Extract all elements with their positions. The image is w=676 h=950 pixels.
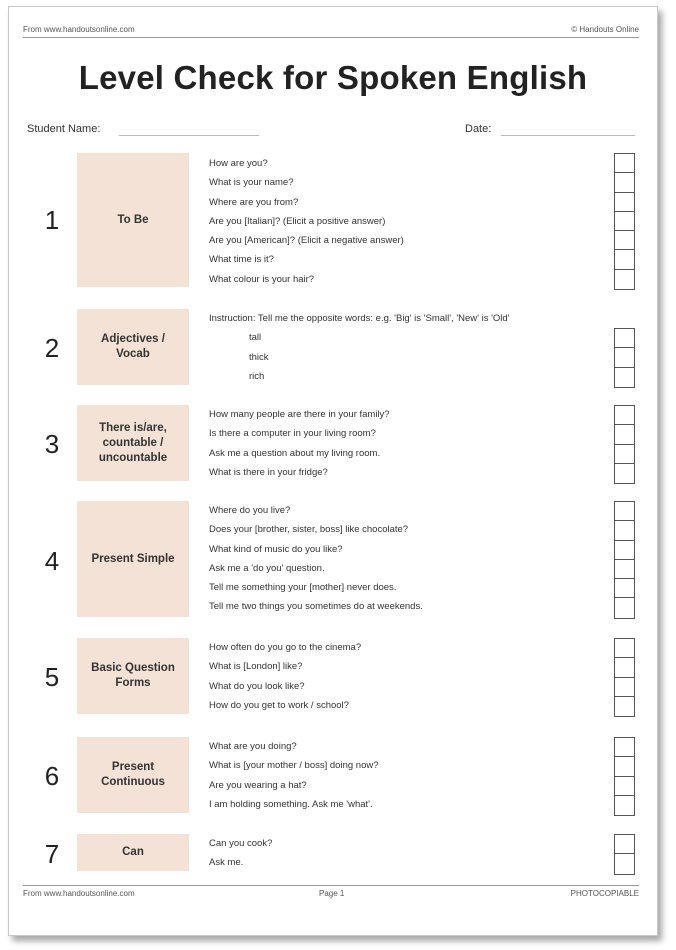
question-line: Are you [Italian]? (Elicit a positive answer) <box>209 215 386 227</box>
page-number: Page 1 <box>319 889 345 898</box>
section-number: 6 <box>44 761 60 791</box>
question-line: How are you? <box>209 158 268 169</box>
question-list <box>209 405 609 482</box>
question-line: Can you cook? <box>209 838 273 849</box>
question-line: thick <box>249 351 269 363</box>
checkbox-column <box>614 834 635 875</box>
question-line: rich <box>249 370 265 382</box>
section-number: 3 <box>44 429 60 459</box>
footer-divider <box>23 885 639 886</box>
question-line: Does your [brother, sister, boss] like chocolate? <box>209 524 409 536</box>
photocopiable-note: PHOTOCOPIABLE <box>570 889 639 898</box>
question-line: What is there in your fridge? <box>209 466 328 478</box>
question-line: Ask me a question about my living room. <box>209 447 381 459</box>
section-number: 5 <box>44 662 60 692</box>
checkbox[interactable] <box>615 231 634 250</box>
checkbox[interactable] <box>615 598 634 617</box>
checkbox[interactable] <box>615 154 634 173</box>
page-title: Level Check for Spoken English <box>78 59 588 96</box>
header-source: From www.handoutsonline.com <box>23 25 135 34</box>
section-number: 1 <box>44 205 60 235</box>
question-line: What time is it? <box>209 254 274 266</box>
date-label: Date: <box>465 123 492 135</box>
checkbox[interactable] <box>615 757 634 776</box>
checkbox[interactable] <box>615 173 634 192</box>
section-category: Basic Question Forms <box>77 638 189 714</box>
checkbox[interactable] <box>615 193 634 212</box>
question-list <box>209 501 609 617</box>
checkbox-column <box>614 405 635 484</box>
student-name-field[interactable] <box>119 135 259 136</box>
question-line: Is there a computer in your living room? <box>209 428 376 440</box>
question-line: What kind of music do you like? <box>209 543 343 555</box>
checkbox[interactable] <box>615 697 634 716</box>
checkbox[interactable] <box>615 777 634 796</box>
section-number: 7 <box>44 839 60 869</box>
footer-source: From www.handoutsonline.com <box>23 889 135 898</box>
worksheet-page <box>8 6 658 936</box>
checkbox[interactable] <box>615 464 634 483</box>
checkbox[interactable] <box>615 738 634 757</box>
footer-bar <box>23 889 639 901</box>
question-line: Tell me something your [mother] never does. <box>209 582 397 594</box>
section-category: Adjectives / Vocab <box>77 309 189 385</box>
checkbox-column <box>614 501 635 619</box>
student-name-label: Student Name: <box>27 123 101 135</box>
checkbox-column <box>614 153 635 290</box>
checkbox[interactable] <box>615 212 634 231</box>
checkbox[interactable] <box>615 425 634 444</box>
question-list <box>209 638 609 715</box>
section-category: Can <box>77 834 189 871</box>
section-number: 4 <box>44 546 60 576</box>
checkbox[interactable] <box>615 521 634 540</box>
checkbox[interactable] <box>615 796 634 815</box>
checkbox[interactable] <box>615 854 634 873</box>
question-line: I am holding something. Ask me 'what'. <box>209 798 373 810</box>
checkbox[interactable] <box>615 250 634 269</box>
checkbox[interactable] <box>615 270 634 289</box>
question-line: Where are you from? <box>209 196 299 208</box>
question-line: What colour is your hair? <box>209 273 315 285</box>
checkbox-column <box>614 737 635 816</box>
question-list <box>209 309 609 386</box>
section-category: To Be <box>77 153 189 287</box>
checkbox[interactable] <box>615 658 634 677</box>
checkbox-column <box>614 328 635 388</box>
checkbox[interactable] <box>615 368 634 387</box>
checkbox[interactable] <box>615 560 634 579</box>
checkbox[interactable] <box>615 835 634 854</box>
question-list <box>209 154 609 289</box>
section-number: 2 <box>44 333 60 363</box>
checkbox[interactable] <box>615 445 634 464</box>
instruction-line: Instruction: Tell me the opposite words: e.g. 'Big' is 'Small', 'New' is 'Old' <box>209 313 510 324</box>
checkbox[interactable] <box>615 541 634 560</box>
question-line: How do you get to work / school? <box>209 699 349 711</box>
checkbox[interactable] <box>615 639 634 658</box>
section-category: There is/are, countable / uncountable <box>77 405 189 481</box>
question-line: Are you [American]? (Elicit a negative answer) <box>209 235 404 247</box>
question-list <box>209 737 609 814</box>
question-line: How many people are there in your family? <box>209 409 390 420</box>
checkbox[interactable] <box>615 406 634 425</box>
checkbox[interactable] <box>615 502 634 521</box>
section-category: Present Continuous <box>77 737 189 813</box>
question-line: What is [London] like? <box>209 661 303 673</box>
question-list <box>209 834 609 873</box>
checkbox[interactable] <box>615 579 634 598</box>
question-line: How often do you go to the cinema? <box>209 642 362 653</box>
question-line: Ask me a 'do you' question. <box>209 562 325 574</box>
header-divider <box>23 37 639 38</box>
date-field[interactable] <box>501 135 635 136</box>
question-line: What is [your mother / boss] doing now? <box>209 760 379 772</box>
question-line: What do you look like? <box>209 680 305 692</box>
section-category: Present Simple <box>77 501 189 617</box>
question-line: Where do you live? <box>209 505 291 516</box>
checkbox-column <box>614 638 635 717</box>
checkbox[interactable] <box>615 678 634 697</box>
question-line: What is your name? <box>209 177 294 189</box>
question-line: What are you doing? <box>209 741 297 752</box>
question-line: tall <box>249 332 262 344</box>
question-line: Are you wearing a hat? <box>209 779 307 791</box>
checkbox[interactable] <box>615 348 634 367</box>
question-line: Ask me. <box>209 857 244 869</box>
checkbox[interactable] <box>615 329 634 348</box>
question-line: Tell me two things you sometimes do at weekends. <box>209 601 423 613</box>
header-copyright: © Handouts Online <box>571 25 639 34</box>
